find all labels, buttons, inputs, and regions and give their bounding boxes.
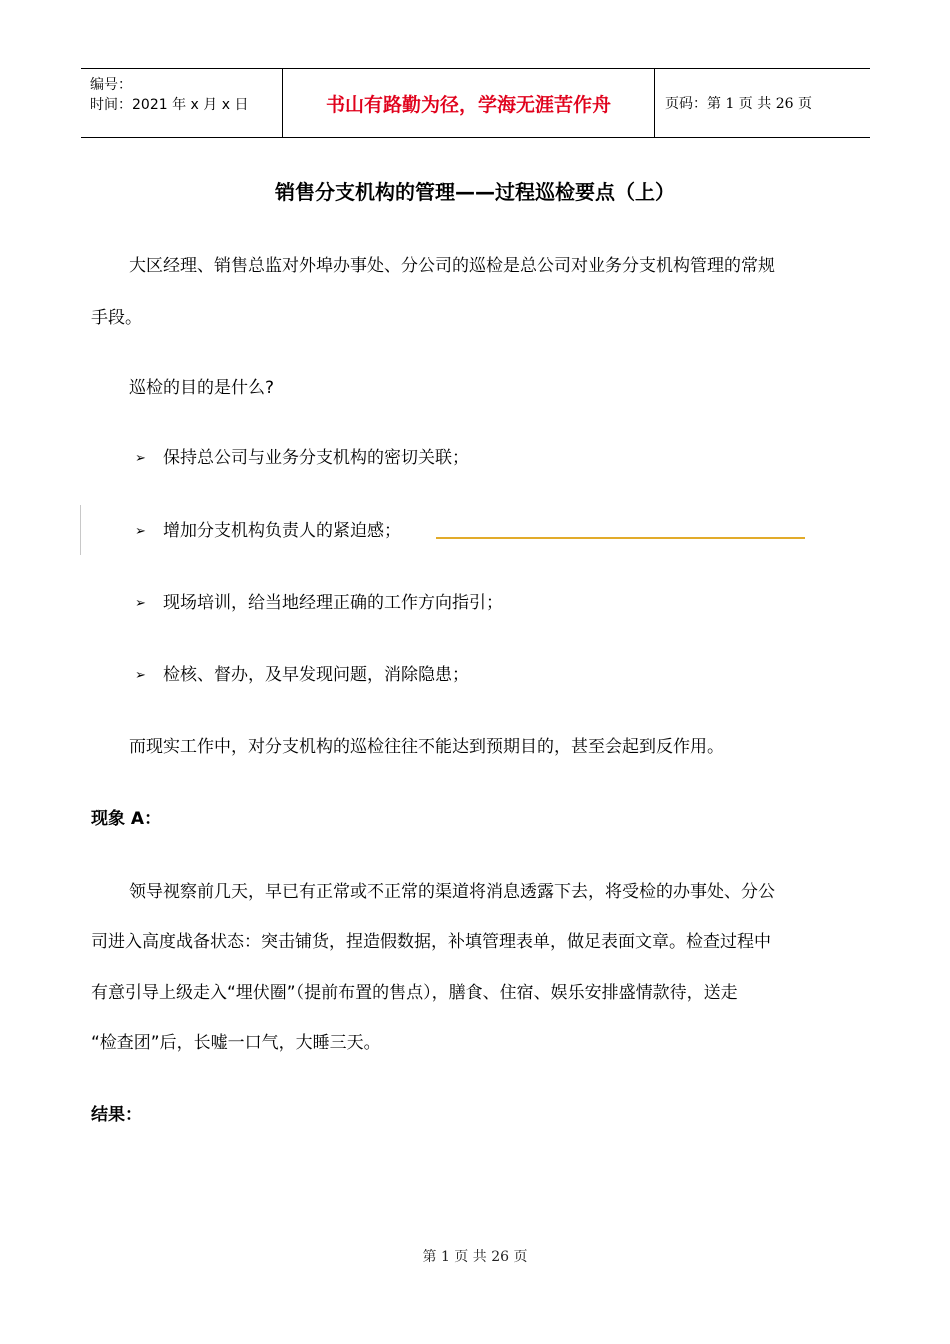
highlight-underline: [436, 537, 805, 539]
intro-paragraph-line1: 大区经理、销售总监对外埠办事处、分公司的巡检是总公司对业务分支机构管理的常规: [129, 256, 775, 276]
question-text: 巡检的目的是什么?: [129, 378, 275, 398]
page-code: 页码：第 1 页 共 26 页: [665, 96, 812, 112]
motto-text: 书山有路勤为径，学海无涯苦作舟: [325, 93, 611, 116]
reality-paragraph: 而现实工作中，对分支机构的巡检往往不能达到预期目的，甚至会起到反作用。: [129, 737, 724, 757]
intro-paragraph-line2: 手段。: [91, 308, 142, 328]
bullet-item: 现场培训，给当地经理正确的工作方向指引；: [163, 593, 503, 613]
time-label: 时间：2021 年 x 月 x 日: [90, 97, 249, 113]
phenomenon-heading: 现象 A：: [91, 809, 162, 829]
phenomenon-line: “检查团”后，长嘘一口气，大睡三天。: [91, 1033, 381, 1053]
header-motto-cell: [282, 69, 655, 137]
phenomenon-line: 司进入高度战备状态：突击铺货，捏造假数据，补填管理表单，做足表面文章。检查过程中: [91, 932, 771, 952]
bullet-item: 增加分支机构负责人的紧迫感；: [163, 521, 401, 541]
page-footer: 第 1 页 共 26 页: [422, 1249, 528, 1265]
document-title: 销售分支机构的管理——过程巡检要点（上）: [275, 180, 675, 204]
bullet-arrow-icon: ➢: [135, 524, 146, 539]
bullet-arrow-icon: ➢: [135, 451, 146, 466]
number-label: 编号：: [90, 77, 132, 93]
phenomenon-line: 领导视察前几天，早已有正常或不正常的渠道将消息透露下去，将受检的办事处、分公: [129, 882, 775, 902]
margin-divider: [80, 505, 81, 555]
header-meta-cell: [81, 69, 282, 137]
bullet-item: 检核、督办，及早发现问题，消除隐患；: [163, 665, 469, 685]
bullet-arrow-icon: ➢: [135, 596, 146, 611]
header-page-cell: [655, 69, 870, 137]
phenomenon-line: 有意引导上级走入“埋伏圈”（提前布置的售点），膳食、住宿、娱乐安排盛情款待，送走: [91, 983, 738, 1003]
bullet-item: 保持总公司与业务分支机构的密切关联；: [163, 448, 469, 468]
result-heading: 结果：: [91, 1105, 142, 1125]
document-header: [81, 68, 870, 138]
bullet-arrow-icon: ➢: [135, 668, 146, 683]
